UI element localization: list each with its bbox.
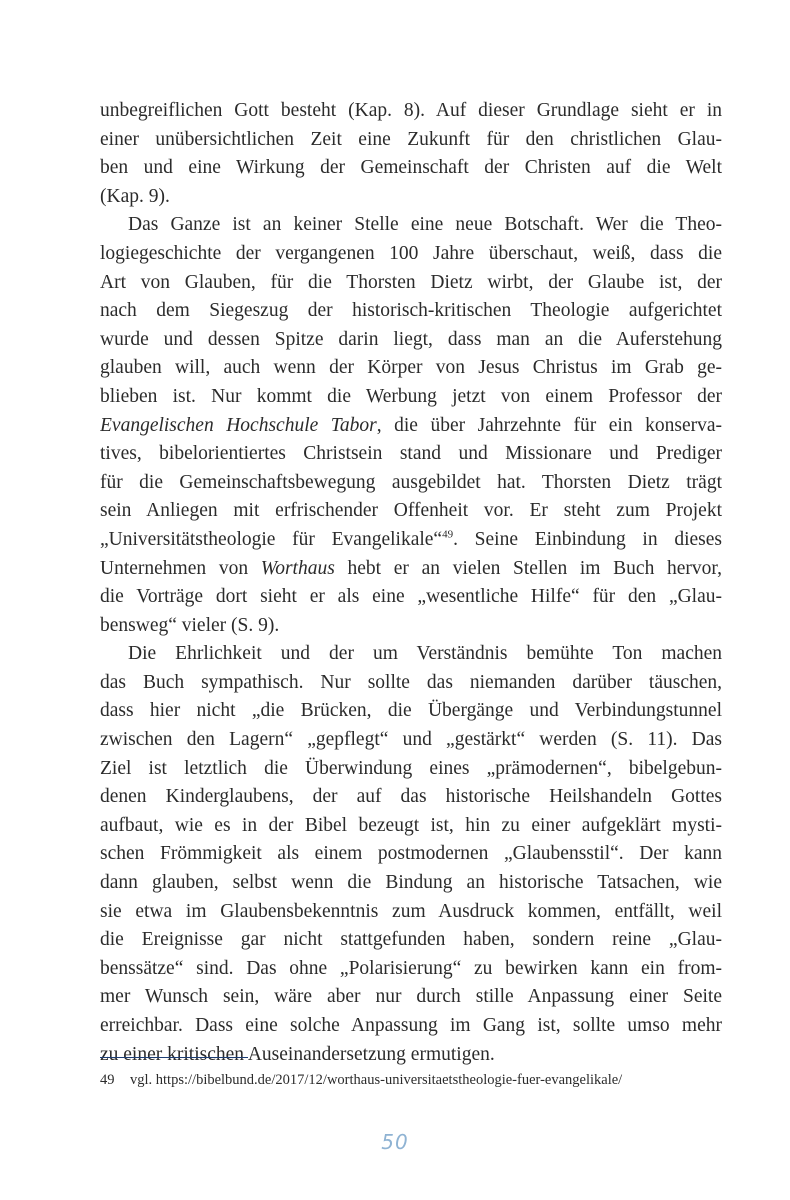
text-line: mer Wunsch sein, wäre aber nur durch stille Anpassung einer Seite: [100, 986, 722, 1008]
text-line: einer unübersichtlichen Zeit eine Zukunft für den christlichen Glau-: [100, 128, 722, 150]
text-line: das Buch sympathisch. Nur sollte das niemanden darüber täuschen,: [100, 671, 722, 693]
text-line: benssätze“ sind. Das ohne „Polarisierung“ zu bewirken kann ein from-: [100, 957, 722, 979]
text-fragment: „Universitätstheologie für Evangelikale“: [100, 528, 443, 550]
organization-name: Worthaus: [260, 557, 335, 579]
text-line: sein Anliegen mit erfrischender Offenheit vor. Er steht zum Projekt: [100, 500, 722, 522]
text-line: wurde und dessen Spitze darin liegt, dass man an die Auferstehung: [100, 328, 722, 350]
footnote-text: vgl. https://bibelbund.de/2017/12/worthaus-universitaetstheologie-fuer-evangelikale/: [130, 1072, 623, 1088]
text-fragment: Unternehmen von: [100, 557, 261, 579]
text-fragment: . Seine Einbindung in dieses: [453, 528, 722, 550]
text-fragment: , die über Jahrzehnte für ein konserva-: [376, 414, 722, 436]
text-line: für die Gemeinschaftsbewegung ausgebildet hat. Thorsten Dietz trägt: [100, 471, 722, 493]
footnote-divider: [100, 1057, 248, 1058]
text-line: zu einer kritischen Auseinandersetzung ermutigen.: [100, 1043, 495, 1065]
text-line: [100, 555, 722, 584]
text-line: tives, bibelorientiertes Christsein stand und Missionare und Prediger: [100, 443, 722, 465]
main-text: [100, 97, 722, 1069]
text-line: (Kap. 9).: [100, 185, 170, 207]
text-line: glauben will, auch wenn der Körper von Jesus Christus im Grab ge-: [100, 357, 722, 379]
page-number: 50: [381, 1130, 409, 1154]
footnote-number: 49: [100, 1072, 115, 1088]
text-line: sie etwa im Glaubensbekenntnis zum Ausdruck kommen, entfällt, weil: [100, 900, 722, 922]
text-line: ben und eine Wirkung der Gemeinschaft der Christen auf die Welt: [100, 157, 722, 179]
text-line: bensweg“ vieler (S. 9).: [100, 614, 280, 636]
institution-name: Evangelischen Hochschule Tabor: [100, 414, 377, 436]
text-line: aufbaut, wie es in der Bibel bezeugt ist, hin zu einer aufgeklärt mysti-: [100, 814, 722, 836]
text-line: Ziel ist letztlich die Überwindung eines „prämodernen“, bibelgebun-: [100, 757, 722, 779]
text-line: unbegreiflichen Gott besteht (Kap. 8). Auf dieser Grundlage sieht er in: [100, 100, 722, 121]
footnote: [100, 1070, 622, 1090]
text-line: nach dem Siegeszug der historisch-kritischen Theologie aufgerichtet: [100, 300, 722, 322]
text-line: Art von Glauben, für die Thorsten Dietz wirbt, der Glaube ist, der: [100, 271, 722, 293]
text-line: dass hier nicht „die Brücken, die Übergänge und Verbindungstunnel: [100, 700, 722, 722]
text-fragment: hebt er an vielen Stellen im Buch hervor,: [334, 557, 722, 579]
text-line: Die Ehrlichkeit und der um Verständnis bemühte Ton machen: [128, 643, 722, 665]
text-line: denen Kinderglaubens, der auf das historische Heilshandeln Gottes: [100, 786, 722, 808]
text-line: dann glauben, selbst wenn die Bindung an historische Tatsachen, wie: [100, 872, 722, 894]
text-line: [100, 412, 722, 441]
text-line: die Vorträge dort sieht er als eine „wesentliche Hilfe“ für den „Glau-: [100, 586, 722, 608]
text-line: [100, 526, 722, 555]
text-line: die Ereignisse gar nicht stattgefunden haben, sondern reine „Glau-: [100, 929, 722, 951]
text-line: zwischen den Lagern“ „gepflegt“ und „gestärkt“ werden (S. 11). Das: [100, 729, 722, 751]
text-line: erreichbar. Dass eine solche Anpassung im Gang ist, sollte umso mehr: [100, 1015, 722, 1036]
text-line: blieben ist. Nur kommt die Werbung jetzt von einem Professor der: [100, 385, 722, 407]
footnote-reference: 49: [442, 528, 454, 541]
text-line: logiegeschichte der vergangenen 100 Jahre überschaut, weiß, dass die: [100, 242, 722, 264]
text-line: Das Ganze ist an keiner Stelle eine neue Botschaft. Wer die Theo-: [128, 214, 722, 236]
text-line: schen Frömmigkeit als einem postmodernen „Glaubensstil“. Der kann: [100, 843, 722, 865]
